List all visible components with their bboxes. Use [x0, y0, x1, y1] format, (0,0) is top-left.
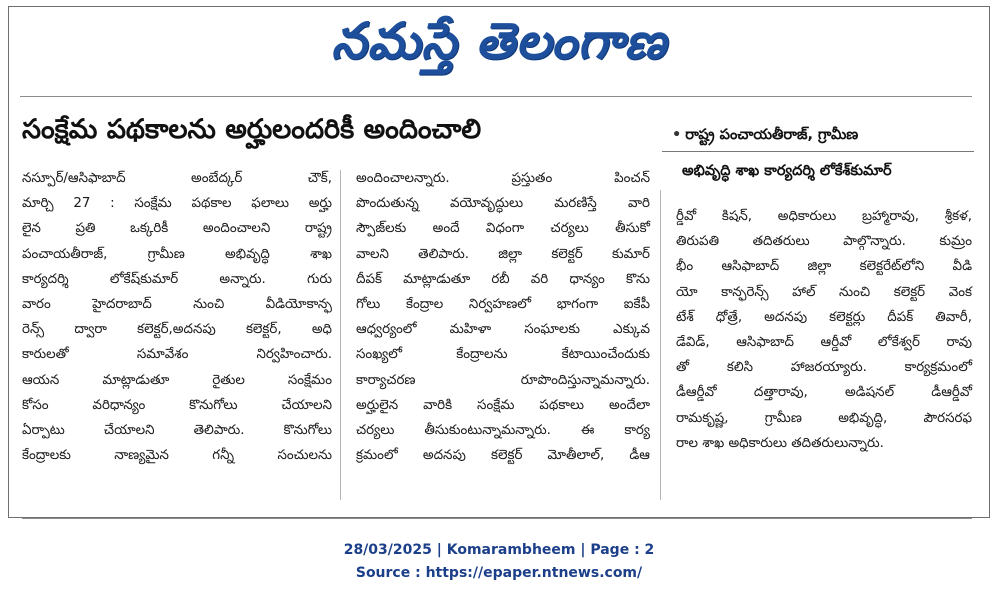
article-column-2 [356, 166, 650, 468]
article-line: సంఖ్యలో కేంద్రాలను కేటాయించేందుకు [356, 347, 650, 363]
newspaper-masthead: నమస్తే తెలంగాణ [331, 12, 667, 70]
article-line: పొందుతున్న వయోవృద్ధులు మరణిస్తే వారి [356, 196, 650, 212]
article-subhead-line-1 [672, 124, 992, 146]
article-line: తిరుపతి తదితరులు పాల్గొన్నారు. కుమ్రం [676, 234, 972, 250]
subhead-divider [662, 151, 974, 152]
article-line: కారులతో సమావేశం నిర్వహించారు. [22, 347, 332, 363]
article-line: మార్చి 27 : సంక్షేమ పథకాల ఫలాలు అర్హు [22, 196, 332, 212]
article-line: ఆధ్వర్యంలో మహిళా సంఘాలకు ఎక్కువ [356, 322, 650, 338]
article-line: కోసం వరిధాన్యం కొనుగోలు చేయాలని [22, 397, 332, 413]
article-line: స్పౌజ్‌లకు అందే విధంగా చర్యలు తీసుకో [356, 221, 650, 237]
article-line: చర్యలు తీసుకుంటున్నామన్నారు. ఈ కార్య [356, 423, 650, 439]
column-separator [660, 190, 661, 500]
article-line: అర్హులైన వారికి సంక్షేమ పథకాలు అందేలా [356, 397, 650, 413]
article-line: అందించాలన్నారు. ప్రస్తుతం పించన్ [356, 171, 650, 186]
article-line: తో కలిసి హాజరయ్యారు. కార్యక్రమంలో [676, 360, 972, 376]
article-line: దీపక్ మాట్లాడుతూ రబీ వరి ధాన్యం కొను [356, 271, 650, 287]
edition-info: 28/03/2025 | Komarambheem | Page : 2 [343, 542, 655, 558]
subhead-line-1-text: రాష్ట్ర పంచాయతీరాజ్, గ్రామీణ [685, 127, 859, 143]
article-line: క్రమంలో అదనపు కలెక్టర్ మోతీలాల్, డీఆ [356, 448, 650, 464]
article-line: రాల శాఖ అధికారులు తదితరులున్నారు. [676, 435, 884, 451]
article-line: వారం హైదరాబాద్ నుంచి వీడియోకాన్ఫ [22, 297, 332, 313]
article-line: డీఆర్డీవో దత్తారావు, అడిషనల్ డీఆర్డీవో [676, 385, 972, 401]
source-link[interactable]: Source : https://epaper.ntnews.com/ [355, 565, 643, 581]
article-line: నస్పూర్/ఆసిఫాబాద్ అంబేద్కర్ చౌక్, [22, 171, 332, 186]
article-line: రెన్స్ ద్వారా కలెక్టర్,అదనపు కలెక్టర్, అధి [22, 322, 332, 338]
article-subhead-line-2: అభివృద్ధి శాఖ కార్యదర్శి లోకేశ్‌కుమార్ [682, 163, 892, 179]
article-line: కేంద్రాలకు నాణ్యమైన గన్నీ సంచులను [22, 448, 332, 464]
article-line: భీం ఆసిఫాబాద్ జిల్లా కలెక్టరేట్‌లోని వీడి [676, 259, 972, 275]
article-line: రామకృష్ణ, గ్రామీణ అభివృద్ధి, పౌరసరఫ [676, 410, 972, 426]
column-separator [340, 170, 341, 500]
article-line: లైన ప్రతి ఒక్కరికీ అందించాలని రాష్ట్ర [22, 221, 332, 237]
article-line: ర్డీవో కిషన్, అధికారులు బ్రహ్మారావు, శ్రీకళ, [676, 209, 972, 224]
article-line: టేశ్ ధోత్రే, అదనపు కలెక్టర్లు దీపక్ తివారీ, [676, 309, 972, 325]
article-line: గోలు కేంద్రాల నిర్వహణలో భాగంగా ఐకేపీ [356, 297, 650, 313]
subhead-bullet: • [672, 127, 682, 143]
article-headline: సంక్షేమ పథకాలను అర్హులందరికీ అందించాలి [22, 114, 482, 145]
masthead-rule [20, 96, 972, 97]
article-line: ఆయన మాట్లాడుతూ రైతుల సంక్షేమం [22, 372, 332, 388]
article-line: వాలని తెలిపారు. జిల్లా కలెక్టర్ కుమార్ [356, 246, 650, 262]
article-column-1 [22, 166, 332, 468]
article-line: ఏర్పాటు చేయాలని తెలిపారు. కొనుగోలు [22, 423, 332, 439]
article-line: కార్యాచరణ రూపొందిస్తున్నామన్నారు. [356, 372, 650, 388]
bottom-rule [22, 518, 972, 519]
article-line: యో కాన్ఫరెన్స్ హాల్ నుంచి కలెక్టర్ వెంక [676, 284, 972, 300]
article-line: కార్యదర్శి లోకేష్‌కుమార్ అన్నారు. గురు [22, 271, 332, 287]
article-line: పంచాయతీరాజ్, గ్రామీణ అభివృద్ధి శాఖ [22, 246, 332, 262]
article-line: డేవిడ్, ఆసిఫాబాద్ ఆర్డీవో లోకేశ్వర్ రావు [676, 335, 972, 351]
article-column-3 [676, 204, 972, 456]
